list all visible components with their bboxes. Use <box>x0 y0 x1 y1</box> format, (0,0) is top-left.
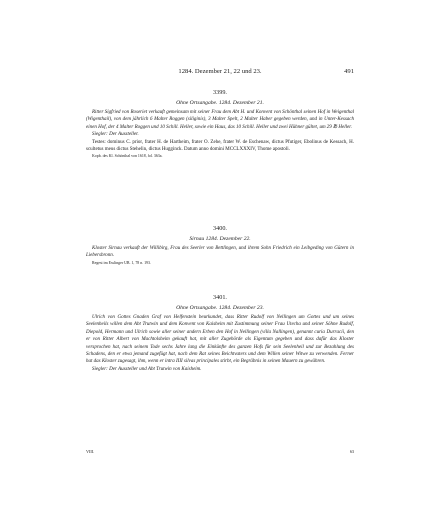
entry-latin-text: Testes: dominus C. prior, frater H. de Hartheim, frater O. Zehe, frater W. de Eschenaw, dictus Pfutiger, Ebolinus de Kessach, H. scultetus meus dictus Stehelin, dictus Hugginck. Datum anno domini MCCLXXXIV, Thome apostoli. <box>86 139 354 153</box>
entry-dateline: Ohne Ortsangabe. 1284. Dezember 23. <box>176 305 264 311</box>
entry-dateline: Sirnau 1284. Dezember 22. <box>189 236 251 242</box>
footer-signature: 63 <box>349 449 354 454</box>
entry-seal: Siegler: Der Aussteller und Abt Trutwin von Kaisheim. <box>92 366 202 372</box>
entry-number: 3400. <box>213 225 227 232</box>
entry-regest: Kloster Sirnau verkauft der Willibirg, Frau des Seerler von Bettlingen, und ihrem Sohn Friedrich ein Leibgeding von Gütern in Liebersbronn. <box>86 246 354 259</box>
entry-seal: Siegler: Der Aussteller. <box>92 132 139 138</box>
entry-source: Kopb. des Kl. Schönthal von 1618, fol. 363a. <box>92 154 163 159</box>
entry-number: 3401. <box>213 294 227 301</box>
entry-regest: Ritter Sigfried von Roseriet verkauft gemeinsam mit seiner Frau dem Abt H. und Konvent von Schönthal seinen Hof in Weigenthal (Wigenthail), von dem jährlich 6 Malter Roggen (siliginis), 3 Malter Spelt, 2 Malter Haber gegeben werden, und in Unter-Kessach einen Hof, der 4 Malter Roggen und 10 Schill. Heller, sowie ein Haus, das 10 Schill. Heller und zwei Hühner gültet, um 29 ℔ Heller. <box>86 110 354 130</box>
footer-volume: VIII. <box>86 449 95 454</box>
entry-source: Regest im Esslinger UB. 1, 78 n. 193. <box>92 260 151 265</box>
running-head: 1284. Dezember 21, 22 und 23. <box>178 68 262 75</box>
entry-regest: Ulrich von Gottes Gnaden Graf von Helfenstein beurkundet, dass Ritter Rudolf von Nellingen um Gottes und um seines Seelenheils willen dem Abt Trutwin und dem Konvent von Kaisheim mit Zustimmung seiner Frau Utecha und seiner Söhne Rudolf, Diepold, Hermann und Ulrich sowie aller seiner andern Erben den Hof in Nellingen (villa Nallingen), genannt curia Durracii, den er von Ritter Albert von Machtolsheim gekauft hat, mit aller Zugehörde als Eigentum gegeben und dass dafür das Kloster versprochen hat, nach seinem Tode sechs Jahre lang die Einkünfte des ganzen Hofs für sein Seelenheil und zur Bezahlung des Schadens, den er etwa jemand zugefügt hat, nach dem Rat seines Beichtvaters und dem Willen seiner Witwe zu verwenden. Ferner hat das Kloster zugesagt, ihm, wenn er intra IIII silvas principales stirbt, ein Begräbnis in seinen Mauern zu gewähren. <box>86 315 354 365</box>
entry-number: 3399. <box>213 89 227 96</box>
page-number: 491 <box>344 68 354 75</box>
entry-dateline: Ohne Ortsangabe. 1284. Dezember 21. <box>176 100 264 106</box>
entry-3401 <box>86 294 354 373</box>
entry-3399 <box>86 89 354 160</box>
entry-3400 <box>86 225 354 266</box>
